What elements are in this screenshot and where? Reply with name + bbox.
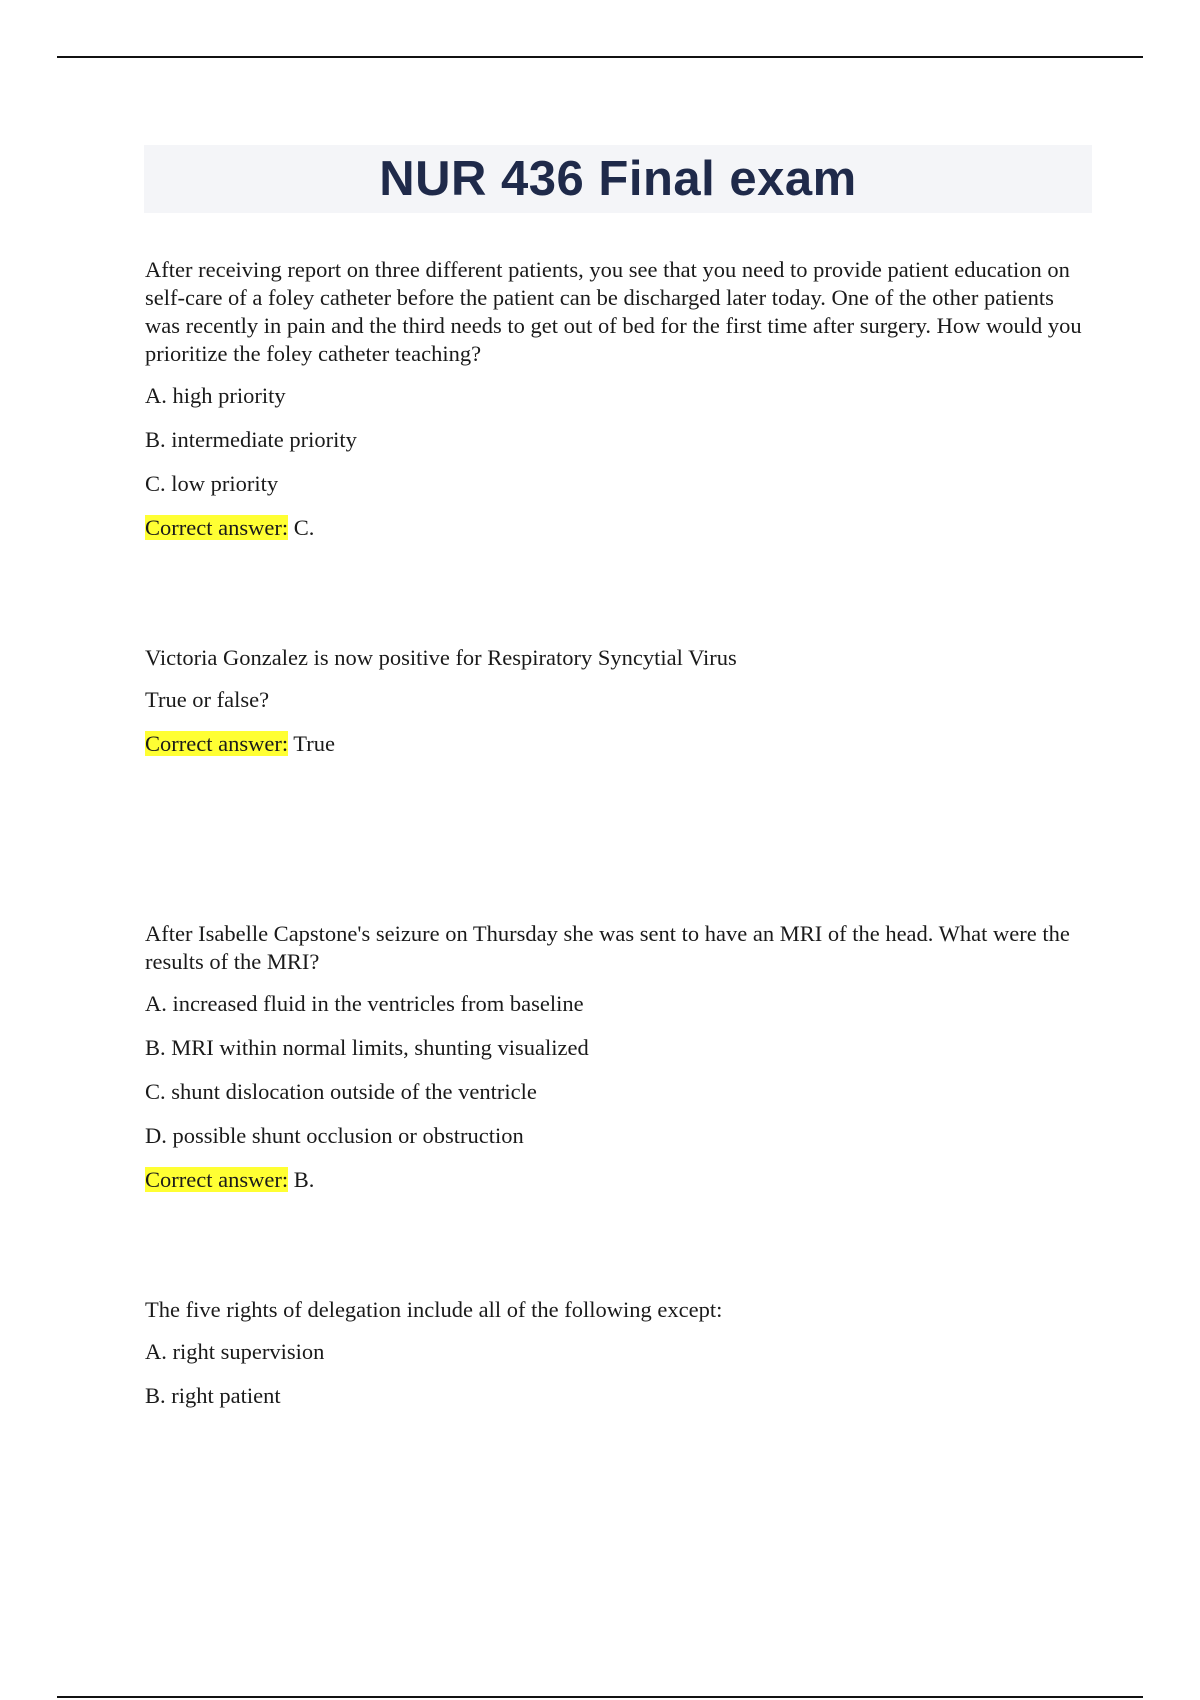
answer-option: A. right supervision [145,1339,325,1364]
top-rule [57,56,1143,58]
title-banner [144,145,1092,213]
answer-option: D. possible shunt occlusion or obstruction [145,1123,524,1148]
question-block [145,1296,1085,1410]
question-text: Victoria Gonzalez is now positive for Respiratory Syncytial Virus [145,645,737,670]
question-block [145,256,1085,542]
answer-option: B. MRI within normal limits, shunting visualized [145,1035,589,1060]
page-title: NUR 436 Final exam [379,152,857,206]
correct-answer-value: True [293,731,335,756]
answer-option: B. intermediate priority [145,427,357,452]
question-text: After Isabelle Capstone's seizure on Thursday she was sent to have an MRI of the head. What were the results of the MRI? [145,921,1070,974]
answer-option: A. increased fluid in the ventricles from baseline [145,991,584,1016]
answer-option: C. shunt dislocation outside of the ventricle [145,1079,537,1104]
question-text: The five rights of delegation include all of the following except: [145,1297,723,1322]
correct-answer [145,1166,1085,1194]
correct-answer [145,514,1085,542]
question-text: After receiving report on three different patients, you see that you need to provide patient education on self-care of a foley catheter before the patient can be discharged later today. One of the other patients was recently in pain and the third needs to get out of bed for the first time after surgery. How would you prioritize the foley catheter teaching? [145,257,1082,366]
correct-answer-value: C. [293,515,315,540]
bottom-rule [57,1696,1143,1698]
question-block [145,644,1085,758]
correct-answer-label: Correct answer: [145,515,289,540]
correct-answer-label: Correct answer: [145,731,289,756]
answer-option: C. low priority [145,471,279,496]
correct-answer-label: Correct answer: [145,1167,289,1192]
answer-option: B. right patient [145,1383,281,1408]
question-block [145,920,1085,1194]
answer-option: True or false? [145,687,270,712]
answer-option: A. high priority [145,383,286,408]
correct-answer [145,730,1085,758]
exam-content [145,256,1085,1426]
correct-answer-value: B. [293,1167,315,1192]
